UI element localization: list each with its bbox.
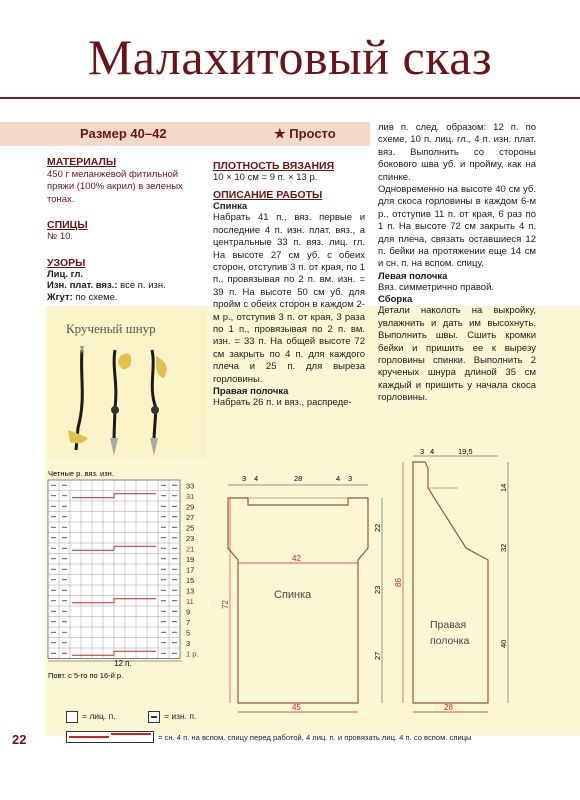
- cable-legend: = сн. 4 п. на вспом. спицу перед работой, 4 лиц. п. и провязать лиц. 4 п. со вспом. спицы: [158, 733, 472, 742]
- chart-row-number: 3: [186, 638, 191, 648]
- work-heading: ОПИСАНИЕ РАБОТЫ: [213, 189, 323, 202]
- back-height-total: 72: [221, 600, 230, 609]
- materials-column: [47, 156, 205, 304]
- chart-row-number: 5: [186, 628, 191, 638]
- front-top-dim-3: 19,5: [458, 448, 473, 456]
- gauge-heading: ПЛОТНОСТЬ ВЯЗАНИЯ: [213, 160, 335, 172]
- needles-text: № 10.: [47, 231, 74, 243]
- chart-row-number: 23: [186, 533, 195, 543]
- chart-row-number: 29: [186, 502, 195, 512]
- back-height-3: 27: [373, 651, 382, 660]
- back-bottom-dim: 45: [292, 703, 301, 712]
- pattern-garter: Изн. плат. вяз.: все п. изн.: [47, 279, 166, 291]
- purl-legend: = изн. п.: [164, 711, 197, 721]
- page-number: 22: [12, 732, 27, 747]
- chart-row-number: 9: [186, 607, 191, 617]
- back-height-1: 22: [373, 523, 382, 532]
- chart-row-number: 7: [186, 617, 191, 627]
- cord-label: Крученый шнур: [66, 321, 156, 336]
- chart-row-number: 15: [186, 575, 195, 585]
- cable-chart: [44, 470, 214, 700]
- front-piece: [394, 448, 508, 712]
- left-front-title: Левая полочка: [378, 270, 448, 282]
- front-top-dim-1: 3: [420, 448, 425, 456]
- needles-heading: СПИЦЫ: [47, 219, 88, 232]
- materials-heading: МАТЕРИАЛЫ: [47, 156, 117, 168]
- pattern-stockinette: Лиц. гл.: [47, 268, 84, 280]
- assembly-text: Детали наколоть на выкройку, увлажнить и дать им высохнуть. Выполнить швы. Сшить кромки бейки и пришить ее к вырезу горловины спинки. Выполнить 2 крученых шнура длиной 35 см каждый и пришить у начала скоса горловины.: [378, 305, 536, 404]
- cable-symbol: [66, 731, 154, 743]
- back-top-dim-5: 3: [348, 474, 353, 483]
- chart-row-number: 33: [186, 481, 195, 491]
- legend: [48, 703, 580, 749]
- front-height-2: 32: [499, 543, 508, 552]
- front-bottom-dim: 28: [444, 703, 453, 712]
- chart-row-number: 19: [186, 554, 195, 564]
- back-height-2: 23: [373, 585, 382, 594]
- chart-row-number: 27: [186, 512, 195, 522]
- right-front-title: Правая полочка: [213, 386, 289, 398]
- chart-row-number: 11: [186, 596, 194, 606]
- difficulty-label: ★ Просто: [274, 126, 336, 141]
- back-piece: [221, 474, 382, 712]
- front-height-total: 86: [394, 578, 403, 587]
- pattern-pieces: [218, 448, 518, 718]
- twisted-cord-image: [60, 338, 180, 456]
- instructions-column-3: [378, 122, 536, 405]
- purl-symbol: [148, 711, 160, 723]
- back-piece-label: Спинка: [274, 589, 312, 601]
- back-chest-dim: 42: [292, 554, 301, 563]
- gauge-text: 10 × 10 см = 9 п. × 13 р.: [213, 172, 318, 183]
- chart-row-number: 31: [186, 491, 195, 501]
- chart-width-label: 12 п.: [114, 659, 132, 668]
- size-label: Размер 40–42: [80, 126, 167, 141]
- chart-row-number: 25: [186, 523, 195, 533]
- chart-grid: [48, 480, 180, 659]
- assembly-title: Сборка: [378, 294, 413, 306]
- back-text: Набрать 41 п., вяз. первые и последние 4 п. изн. плат. вяз., а центральные 33 п. вяз. лиц. гл. На высоте 27 см уб. с обеих сторон, отступив 3 п. от края, по 1 п., провязывая по 2 п. вм. изн. = 39 п. На высоте 50 см уб. для пройм с обеих сторон в каждом 2-м р., отступив 3 п. от края, 3 раза по 1 п., провязывая по 2 п. вм. изн. = 33 п. На общей высоте 72 см закрыть по 4 п. для каждого плеча и 25 п. для выреза горловины.: [213, 212, 365, 385]
- chart-row-number: 21: [186, 544, 195, 554]
- chart-row-number: 13: [186, 586, 195, 596]
- front-height-3: 40: [499, 639, 508, 648]
- materials-text: 450 г меланжевой фитильной пряжи (100% акрил) в зеленых тонах.: [47, 169, 183, 205]
- back-top-dim-4: 4: [336, 474, 341, 483]
- title-divider: [0, 97, 580, 99]
- left-front-text: Вяз. симметрично правой.: [378, 281, 495, 293]
- chart-row-number: 17: [186, 565, 195, 575]
- back-top-dim-3: 28: [294, 474, 303, 483]
- chart-row-labels: [186, 481, 199, 658]
- front-top-dim-2: 4: [430, 448, 435, 456]
- patterns-heading: УЗОРЫ: [47, 256, 86, 269]
- front-piece-label-1: Правая: [430, 619, 467, 631]
- right-front-text: Набрать 26 п. и вяз., распреде-: [213, 397, 352, 409]
- instructions-column: [213, 160, 365, 410]
- knit-legend: = лиц. п.: [82, 711, 116, 721]
- chart-repeat-note: Повт. с 5-го по 16-й р.: [48, 671, 124, 680]
- right-front-continued: лив п. след. образом: 12 п. по схеме, 10 п. лиц. гл., 4 п. изн. плат. вяз. Выполнить со стороны бокового шва уб. и пройму, как на спинке.: [378, 122, 536, 183]
- pattern-cable: Жгут: по схеме.: [47, 292, 118, 304]
- front-height-1: 14: [499, 483, 508, 492]
- neckline-text: Одновременно на высоте 40 см уб. для скоса горловины в каждом 6-м р., отступив 11 п. от края, 6 раз по 1 п. На высоте 72 см закрыть 4 п. для плеча, связать оставшиеся 12 п. бейки на протяжении еще 14 см и сн. п. на вспом. спицу.: [378, 184, 536, 270]
- front-piece-label-2: полочка: [430, 635, 470, 647]
- chart-top-label: Четные р. вяз. изн.: [48, 470, 114, 478]
- chart-row-number: 1 р.: [186, 649, 199, 659]
- knit-symbol: [66, 711, 78, 723]
- page-title: Малахитовый сказ: [87, 29, 493, 85]
- back-title: Спинка: [213, 201, 248, 213]
- back-top-dim-1: 3: [242, 474, 247, 483]
- back-top-dim-2: 4: [254, 474, 259, 483]
